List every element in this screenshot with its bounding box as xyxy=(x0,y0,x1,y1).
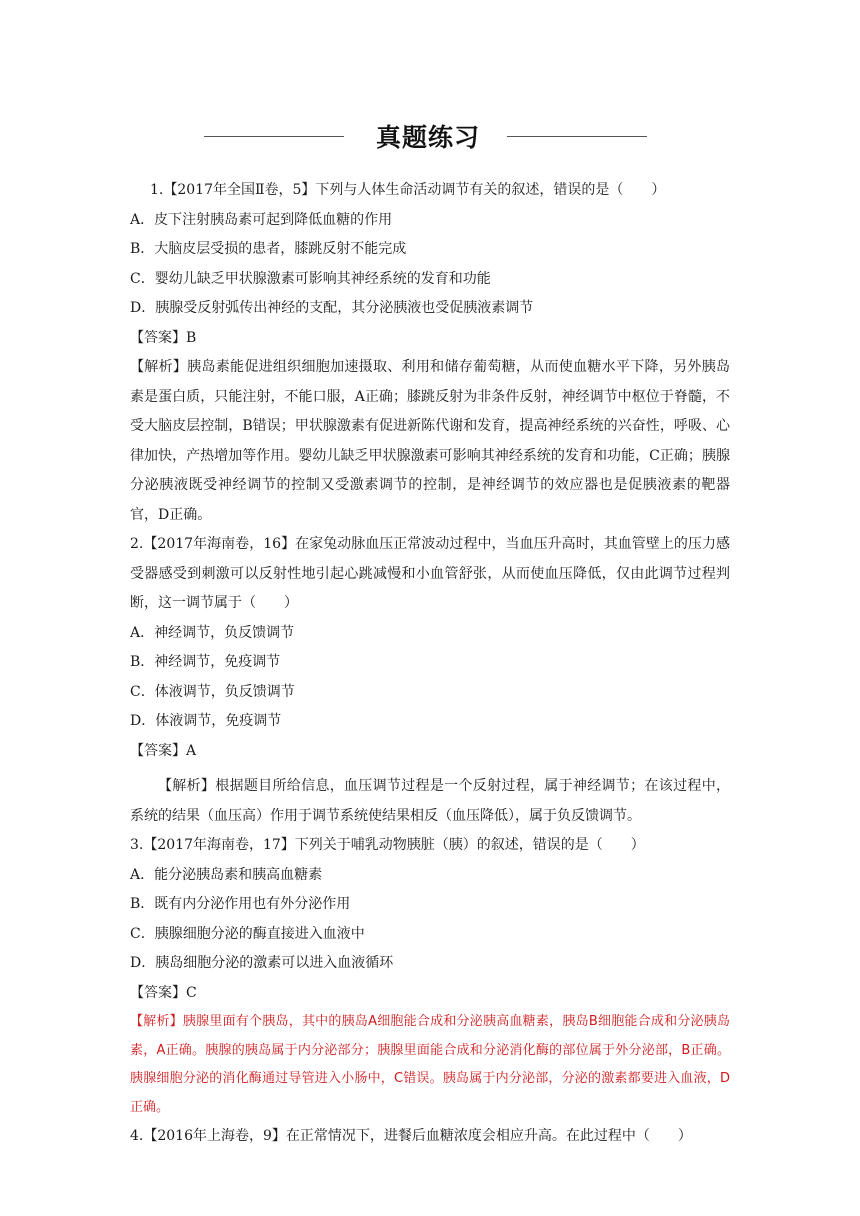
answer: 【答案】B xyxy=(130,329,197,346)
question-stem: 3.【2017年海南卷，17】下列关于哺乳动物胰脏（胰）的叙述，错误的是（ ） xyxy=(130,837,645,853)
question-1 xyxy=(130,176,730,530)
analysis-highlighted: 【解析】胰腺里面有个胰岛，其中的胰岛A细胞能合成和分泌胰高血糖素，胰岛B细胞能合成和分泌胰岛素，A正确。胰腺的胰岛属于内分泌部分；胰腺里面能合成和分泌消化酶的部位属于外分泌部，B正确。胰腺细胞分泌的消化酶通过导管进入小肠中，C错误。胰岛属于内分泌部，分泌的激素都要进入血液，D正确。 xyxy=(130,1014,730,1115)
option-c: C．婴幼儿缺乏甲状腺激素可影响其神经系统的发育和功能 xyxy=(130,270,491,287)
analysis: 【解析】根据题目所给信息，血压调节过程是一个反射过程，属于神经调节；在该过程中，系统的结果（血压高）作用于调节系统使结果相反（血压降低），属于负反馈调节。 xyxy=(130,778,730,824)
option-b: B．既有内分泌作用也有外分泌作用 xyxy=(130,896,351,912)
option-a: A．神经调节，负反馈调节 xyxy=(130,624,295,641)
question-stem: 1.【2017年全国Ⅱ卷，5】下列与人体生命活动调节有关的叙述，错误的是（ ） xyxy=(150,182,666,198)
title-rule-left xyxy=(204,136,344,137)
question-3 xyxy=(130,831,730,1122)
section-header xyxy=(0,118,860,158)
option-c: C．体液调节，负反馈调节 xyxy=(130,683,295,700)
title-rule-right xyxy=(507,136,647,137)
answer: 【答案】C xyxy=(130,984,197,1001)
question-stem: 2.【2017年海南卷，16】在家兔动脉血压正常波动过程中，当血压升高时，其血管壁上的压力感受器感受到刺激可以反射性地引起心跳减慢和小血管舒张，从而使血压降低，仅由此调节过程判断，这一调节属于（ ） xyxy=(130,536,730,611)
question-stem: 4.【2016年上海卷，9】在正常情况下，进餐后血糖浓度会相应升高。在此过程中（ ） xyxy=(130,1128,692,1144)
page-title: 真题练习 xyxy=(375,123,480,152)
option-d: D．胰腺受反射弧传出神经的支配，其分泌胰液也受促胰液素调节 xyxy=(130,300,534,316)
question-4 xyxy=(130,1122,730,1152)
option-b: B．神经调节，免疫调节 xyxy=(130,654,281,670)
option-d: D．体液调节，免疫调节 xyxy=(130,713,282,729)
option-d: D．胰岛细胞分泌的激素可以进入血液循环 xyxy=(130,955,394,971)
question-2 xyxy=(130,530,730,831)
option-a: A．皮下注射胰岛素可起到降低血糖的作用 xyxy=(130,211,393,228)
answer: 【答案】A xyxy=(130,742,197,759)
option-b: B．大脑皮层受损的患者，膝跳反射不能完成 xyxy=(130,241,407,257)
option-a: A．能分泌胰岛素和胰高血糖素 xyxy=(130,866,323,883)
analysis: 【解析】胰岛素能促进组织细胞加速摄取、利用和储存葡萄糖，从而使血糖水平下降，另外胰岛素是蛋白质，只能注射，不能口服，A正确；膝跳反射为非条件反射，神经调节中枢位于脊髓，不受大脑皮层控制，B错误；甲状腺激素有促进新陈代谢和发育，提高神经系统的兴奋性，呼吸、心律加快，产热增加等作用。婴幼儿缺乏甲状腺激素可影响其神经系统的发育和功能，C正确；胰腺分泌胰液既受神经调节的控制又受激素调节的控制，是神经调节的效应器也是促胰液素的靶器官，D正确。 xyxy=(130,359,730,523)
question-list xyxy=(130,176,730,1152)
option-c: C．胰腺细胞分泌的酶直接进入血液中 xyxy=(130,925,365,942)
